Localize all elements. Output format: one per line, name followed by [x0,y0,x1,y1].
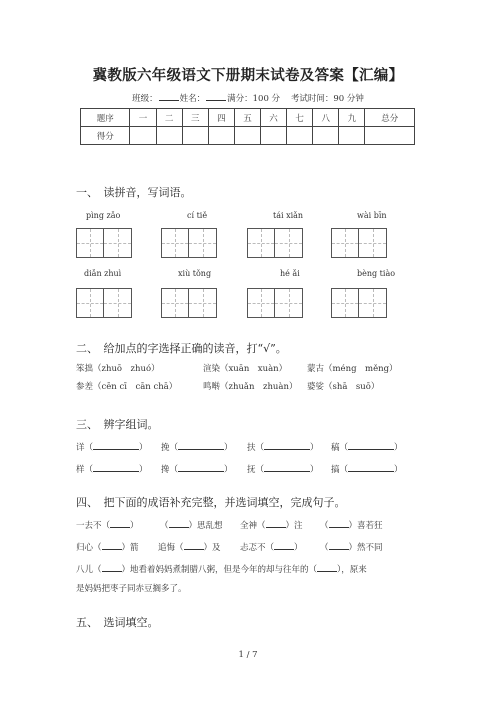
answer-blank[interactable] [178,462,224,472]
idiom-item [240,518,303,531]
idiom-text: ） [130,521,139,531]
sentence-blank[interactable] [317,562,337,572]
idiom-item [240,540,303,553]
score-cell: 九 [339,109,365,127]
idiom-text: （ [160,521,169,531]
score-input-cell[interactable] [130,127,156,145]
answer-blank[interactable] [93,462,139,472]
section1-title: 一、 读拼音，写词语。 [76,186,192,199]
score-input-cell[interactable] [365,127,415,145]
answer-blank[interactable] [348,462,394,472]
writing-grid[interactable] [161,288,217,318]
score-cell: 五 [234,109,260,127]
answer-blank[interactable] [348,440,394,450]
name-label: 姓名： [179,94,206,104]
pinyin-label: hé ǎi [280,269,300,278]
word-char: 搀 [161,465,170,475]
section3-title: 三、 辨字组词。 [76,418,159,431]
word-char: 抚 [247,465,256,475]
score-input-cell[interactable] [234,127,260,145]
writing-grid[interactable] [76,288,132,318]
idiom-blank[interactable] [329,540,349,550]
writing-grid[interactable] [76,228,132,258]
pronunciation-option[interactable]: 渲染（xuān xuàn） [203,364,288,374]
idiom-text: ）喜若狂 [348,521,383,531]
writing-grid[interactable] [247,288,303,318]
word-group-item: 样（ ） [76,462,148,475]
idiom-blank[interactable] [329,518,349,528]
idiom-item [76,518,139,531]
score-table [80,108,415,145]
pinyin-label: cí tiě [187,211,208,220]
word-group-item: 搀（ ） [161,462,233,475]
idiom-item [320,540,383,553]
score-cell: 八 [313,109,339,127]
name-blank[interactable] [206,92,226,101]
pronunciation-option[interactable]: 鸣啭（zhuǎn zhuàn） [203,382,298,392]
full-score: 满分：100 分 [227,94,281,104]
word-group-item: 抚（ ） [247,462,319,475]
idiom-text: （ [320,521,329,531]
idiom-item [76,540,139,553]
idiom-text: 全神（ [240,521,266,531]
score-cell: 二 [156,109,182,127]
score-input-cell[interactable] [339,127,365,145]
score-cell: 总分 [365,109,415,127]
pronunciation-option[interactable]: 婆娑（shā suō） [307,382,380,392]
answer-blank[interactable] [93,440,139,450]
idiom-text: ）思乱想 [188,521,223,531]
pinyin-label: xiù tǒng [178,269,212,278]
score-cell: 题序 [81,109,130,127]
idiom-blank[interactable] [102,540,122,550]
idiom-item [158,540,221,553]
score-input-cell[interactable] [182,127,208,145]
sentence-line: 是妈妈把枣子同赤豆搁多了。 [76,584,187,594]
sentence-blank[interactable] [102,562,122,572]
pinyin-label: wài bīn [357,211,387,220]
idiom-text: 一去不（ [76,521,111,531]
idiom-blank[interactable] [184,540,204,550]
idiom-text: ）及 [203,543,221,553]
word-group-item: 扶（ ） [247,440,319,453]
pinyin-label: bèng tiào [357,269,396,278]
page-title: 冀教版六年级语文下册期末试卷及答案【汇编】 [92,67,404,84]
idiom-blank[interactable] [110,518,130,528]
exam-time: 考试时间：90 分钟 [290,94,364,104]
sentence-text: ），原来 [337,565,367,575]
sentence-line [76,562,367,575]
word-char: 稿 [331,443,340,453]
writing-grid[interactable] [247,228,303,258]
pronunciation-option[interactable]: 笨拙（zhuō zhuó） [76,364,160,374]
score-input-cell[interactable] [208,127,234,145]
idiom-text: ） [294,543,303,553]
page-number: 1 / 7 [238,650,258,660]
score-row-label: 得分 [81,127,130,145]
pinyin-label: tái xiǎn [273,211,304,220]
score-cell: 三 [182,109,208,127]
word-group-item: 挽（ ） [161,440,233,453]
score-input-cell[interactable] [156,127,182,145]
idiom-blank[interactable] [169,518,189,528]
score-input-cell[interactable] [261,127,287,145]
word-group-item: 详（ ） [76,440,148,453]
pronunciation-option[interactable]: 参差（cēn cī cān chā） [76,382,178,392]
answer-blank[interactable] [264,440,310,450]
idiom-text: ）注 [285,521,303,531]
answer-blank[interactable] [264,462,310,472]
idiom-text: （ [320,543,329,553]
score-table-header-row [81,109,415,127]
writing-grid[interactable] [331,228,387,258]
score-input-cell[interactable] [287,127,313,145]
score-cell: 六 [261,109,287,127]
sentence-text: ）地看着妈妈煮制腊八粥，但是今年的却与往年的（ [121,565,318,575]
exam-info-line [0,92,496,104]
word-char: 搞 [331,465,340,475]
score-cell: 七 [287,109,313,127]
word-char: 扶 [247,443,256,453]
writing-grid[interactable] [331,288,387,318]
answer-blank[interactable] [178,440,224,450]
idiom-text: 追悔（ [158,543,184,553]
pinyin-label: diǎn zhuì [84,269,122,278]
idiom-item [160,518,223,531]
section2-title: 二、 给加点的字选择正确的读音，打“√”。 [76,342,287,355]
score-table-score-row [81,127,415,145]
class-label: 班级： [132,94,158,104]
word-char: 挽 [161,443,170,453]
idiom-text: 归心（ [76,543,102,553]
section4-title: 四、 把下面的成语补充完整，并选词填空，完成句子。 [76,496,346,509]
idiom-text: ）箭 [121,543,139,553]
idiom-blank[interactable] [274,540,294,550]
pronunciation-option[interactable]: 蒙古（méng měng） [307,364,398,374]
idiom-text: 忐忑不（ [240,543,275,553]
word-group-item: 稿（ ） [331,440,403,453]
pinyin-label: pìng zǎo [86,211,121,220]
sentence-text: 八儿（ [76,565,102,575]
score-cell: 一 [130,109,156,127]
word-char: 详 [76,443,85,453]
idiom-blank[interactable] [266,518,286,528]
word-char: 样 [76,465,85,475]
score-input-cell[interactable] [313,127,339,145]
idiom-text: ）然不同 [348,543,383,553]
section5-title: 五、 选词填空。 [76,616,159,629]
writing-grid[interactable] [161,228,217,258]
word-group-item: 搞（ ） [331,462,403,475]
class-blank[interactable] [159,92,179,101]
idiom-item [320,518,383,531]
score-cell: 四 [208,109,234,127]
